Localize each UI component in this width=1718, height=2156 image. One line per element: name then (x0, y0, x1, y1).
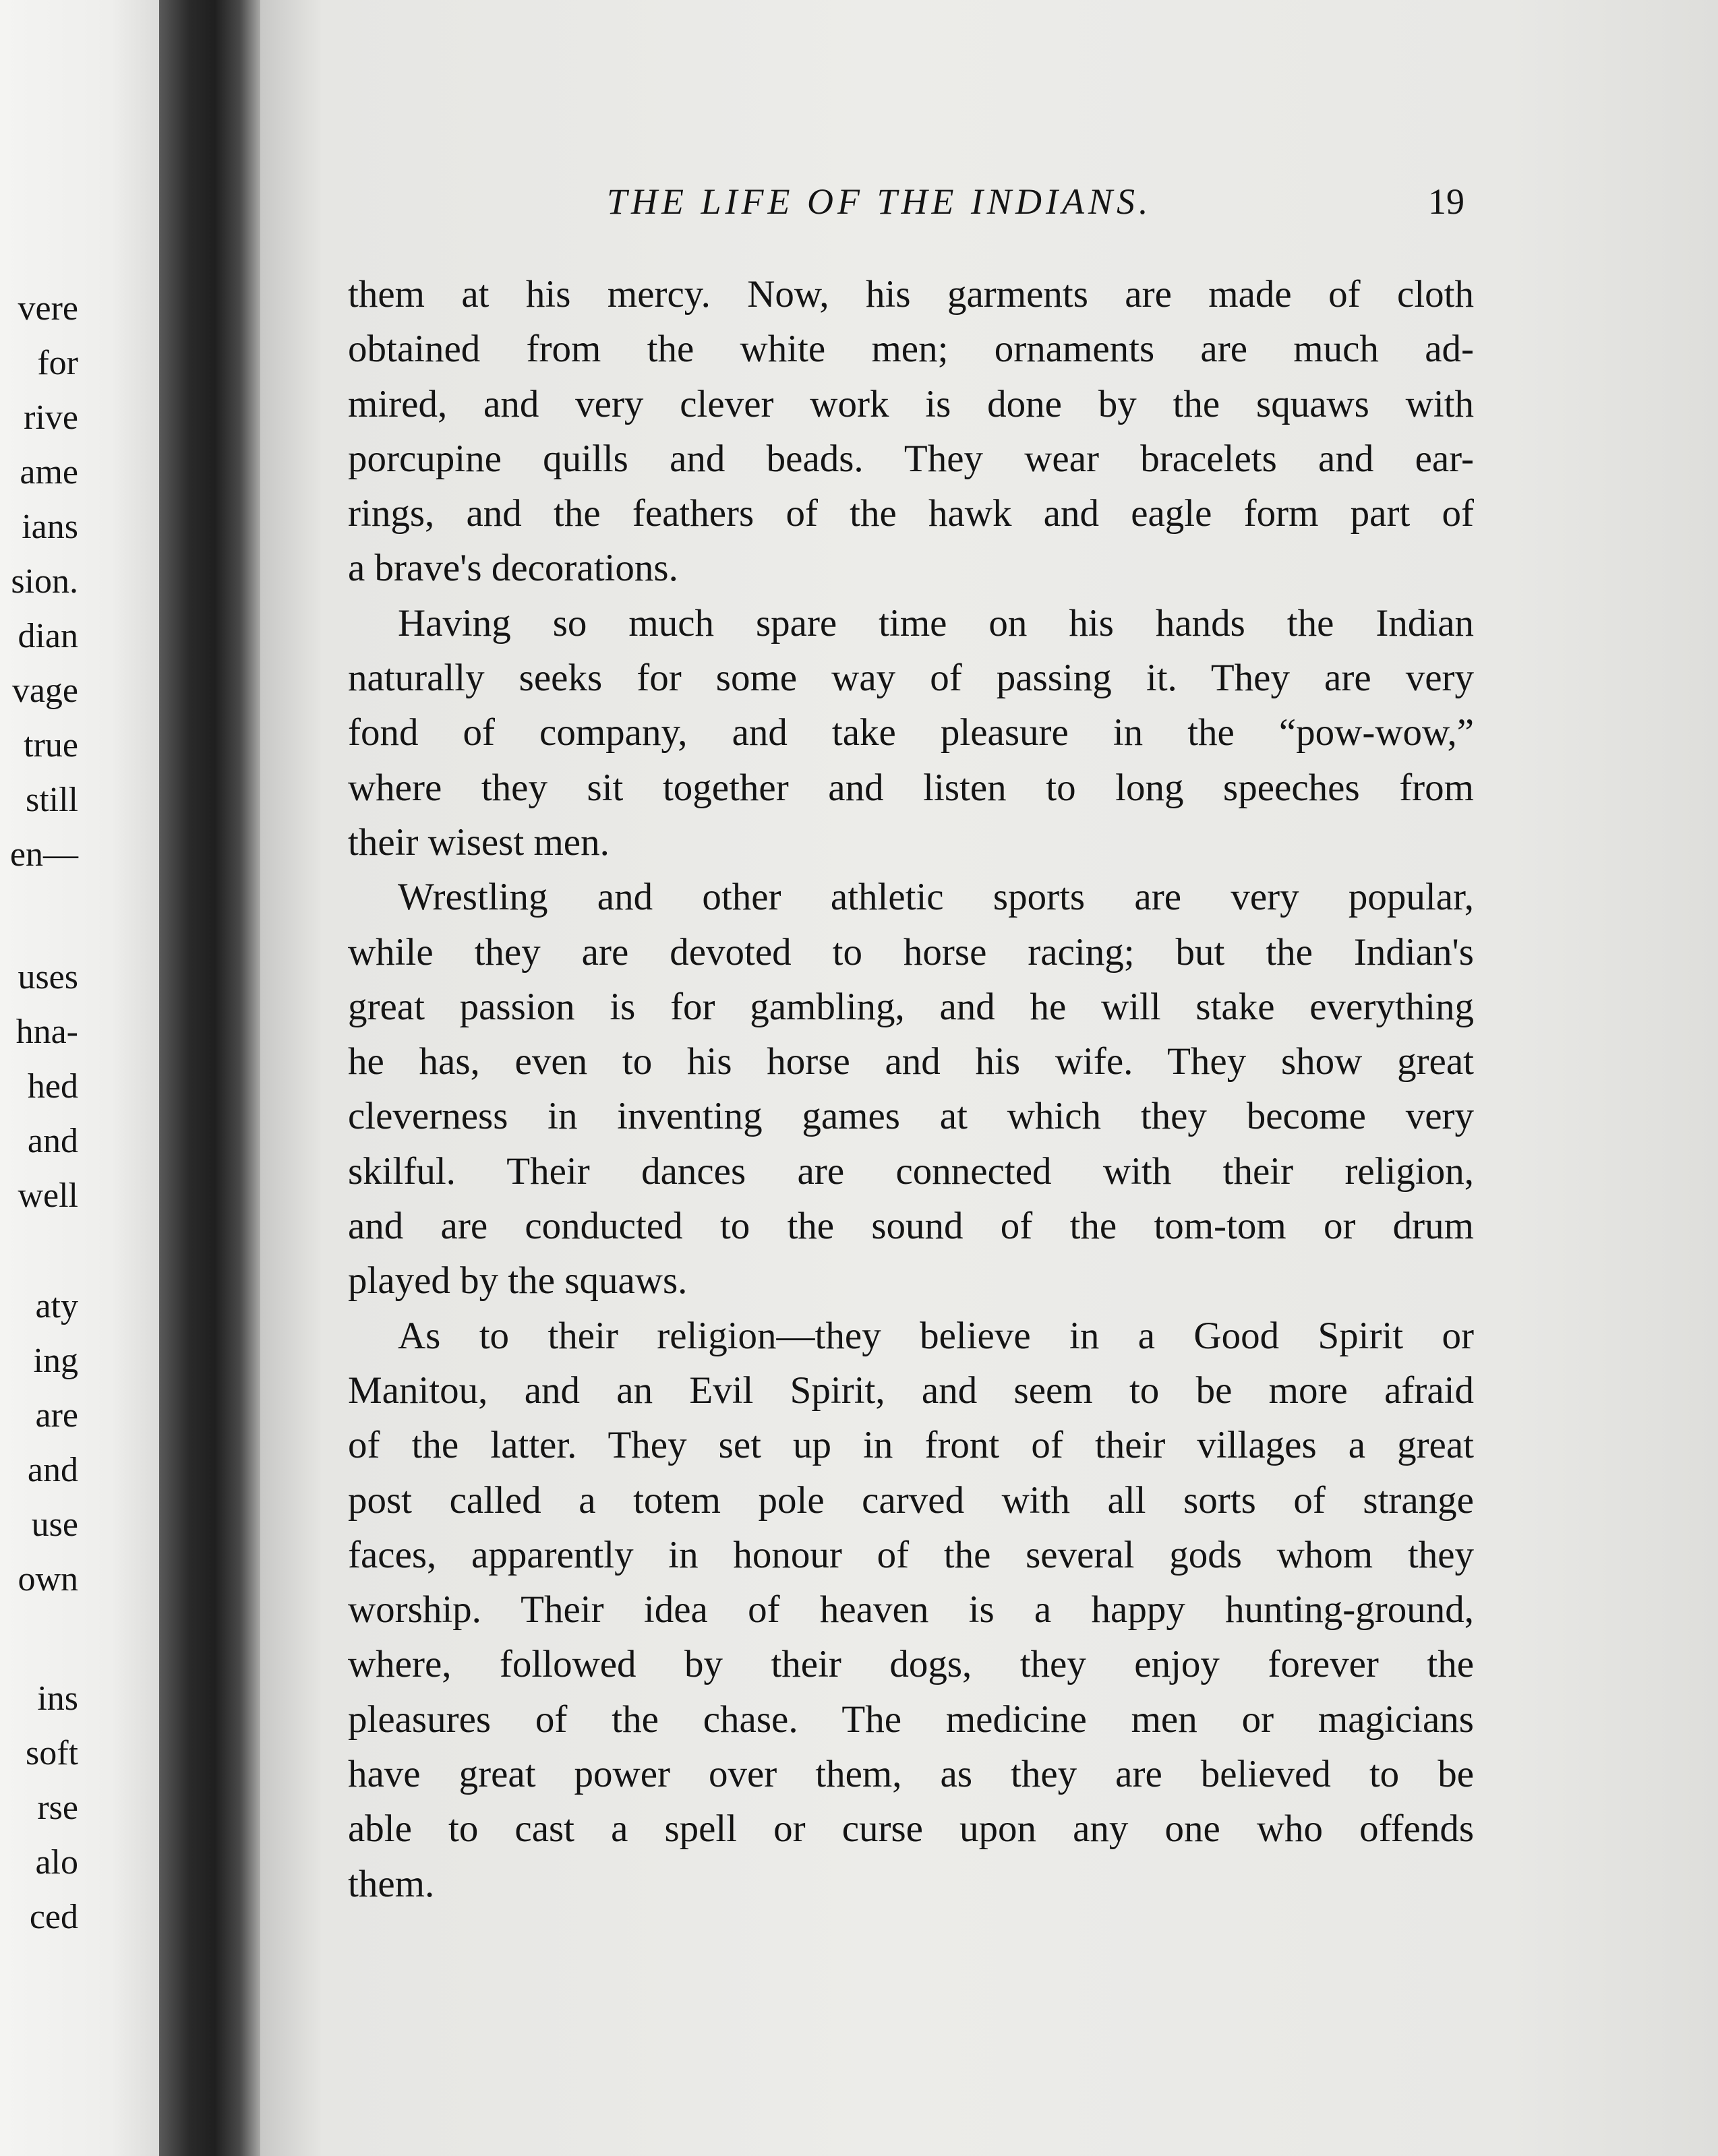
text-line: worship. Their idea of heaven is a happy hunting-ground, (348, 1588, 1474, 1631)
facing-page-line: soft (26, 1734, 78, 1772)
text-line: a brave's decorations. (348, 547, 678, 590)
facing-page-line: rive (24, 398, 78, 437)
text-line: pleasures of the chase. The medicine men or magicians (348, 1698, 1474, 1741)
facing-page-line: ced (29, 1898, 78, 1936)
facing-page-line: are (35, 1396, 78, 1435)
text-line: while they are devoted to horse racing; but the Indian's (348, 930, 1474, 974)
facing-page-line: well (18, 1176, 78, 1215)
text-line: able to cast a spell or curse upon any one who offends (348, 1807, 1474, 1851)
text-line: faces, apparently in honour of the several gods whom they (348, 1533, 1474, 1576)
facing-page-line: aty (35, 1287, 78, 1325)
text-line: Having so much spare time on his hands the Indian (398, 601, 1474, 645)
facing-page-line: rse (37, 1789, 78, 1827)
facing-page-line: dian (18, 617, 78, 655)
text-line: have great power over them, as they are believed to be (348, 1753, 1474, 1796)
text-line: skilful. Their dances are connected with their religion, (348, 1149, 1474, 1193)
facing-page-line: ing (33, 1342, 78, 1380)
text-line: cleverness in inventing games at which they become very (348, 1095, 1474, 1138)
facing-page-line: vere (18, 289, 78, 328)
facing-page-fragment (0, 0, 159, 2156)
facing-page-line: vage (11, 671, 78, 710)
text-line: post called a totem pole carved with all sorts of strange (348, 1478, 1474, 1522)
text-line: of the latter. They set up in front of their villages a great (348, 1424, 1474, 1467)
running-head: THE LIFE OF THE INDIANS. (607, 181, 1152, 222)
text-line: them at his mercy. Now, his garments are made of cloth (348, 273, 1474, 316)
facing-page-line: hna- (16, 1013, 78, 1051)
text-line: great passion is for gambling, and he will stake everything (348, 985, 1474, 1028)
facing-page-line: own (18, 1560, 78, 1598)
text-line: obtained from the white men; ornaments are much ad- (348, 328, 1474, 371)
facing-page-line: true (24, 726, 78, 765)
text-line: where, followed by their dogs, they enjoy forever the (348, 1643, 1474, 1686)
text-line: Wrestling and other athletic sports are very popular, (398, 876, 1474, 919)
text-line: them. (348, 1862, 435, 1905)
text-line: where they sit together and listen to long speeches from (348, 766, 1474, 809)
text-line: As to their religion—they believe in a Good Spirit or (398, 1314, 1474, 1357)
facing-page-line: ians (22, 508, 78, 546)
facing-page-line: for (37, 344, 78, 382)
text-line: rings, and the feathers of the hawk and eagle form part of (348, 492, 1474, 535)
facing-page-line: uses (18, 958, 78, 996)
facing-page-line: and (27, 1451, 78, 1489)
text-line: Manitou, and an Evil Spirit, and seem to be more afraid (348, 1369, 1474, 1412)
facing-page-line: and (27, 1122, 78, 1160)
page-number: 19 (1428, 181, 1464, 222)
text-line: played by the squaws. (348, 1259, 688, 1302)
book-gutter (159, 0, 260, 2156)
facing-page-line: use (31, 1505, 78, 1544)
body-text (348, 267, 1474, 1911)
text-line: porcupine quills and beads. They wear bracelets and ear- (348, 437, 1474, 480)
text-line: and are conducted to the sound of the tom-tom or drum (348, 1205, 1474, 1248)
facing-page-line: ame (20, 453, 78, 491)
facing-page-line: still (25, 781, 78, 819)
facing-page-line: alo (35, 1843, 78, 1882)
text-line: he has, even to his horse and his wife. They show great (348, 1040, 1474, 1083)
facing-page-line: sion. (11, 562, 78, 601)
gutter-shadow (260, 0, 321, 2156)
facing-page-line: en— (9, 835, 78, 874)
text-line: fond of company, and take pleasure in the “pow-wow,” (348, 711, 1474, 754)
facing-page-line: ins (37, 1679, 78, 1718)
text-line: mired, and very clever work is done by the squaws with (348, 382, 1474, 425)
facing-page-line: hed (27, 1067, 78, 1106)
text-line: their wisest men. (348, 820, 610, 864)
text-line: naturally seeks for some way of passing it. They are very (348, 657, 1474, 700)
